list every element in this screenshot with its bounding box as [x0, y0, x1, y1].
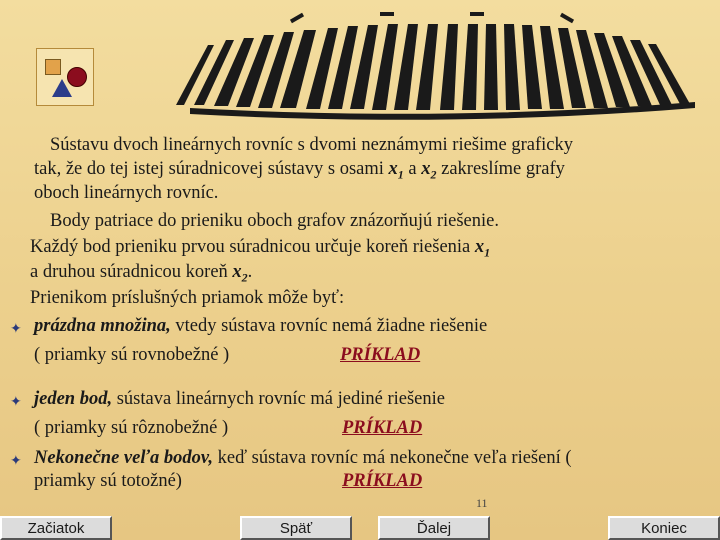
shapes-logo-icon — [36, 48, 94, 106]
example-link-1[interactable]: PRÍKLAD — [340, 345, 421, 365]
case3-line1: Nekonečne veľa bodov, keď sústava rovníc má nekonečne veľa riešení ( — [34, 448, 572, 468]
example-link-3[interactable]: PRÍKLAD — [342, 471, 423, 491]
wordart-title — [150, 10, 710, 120]
para1-line2: tak, že do tej istej súradnicovej sústavy s osami $x_1$ a $x_2$ zakreslíme grafy — [34, 159, 565, 182]
para2-line4: Prienikom príslušných priamok môže byť: — [30, 288, 345, 308]
star-bullet-icon: ✦ — [10, 322, 22, 337]
star-bullet-icon: ✦ — [10, 395, 22, 410]
case1-line2: ( priamky sú rovnobežné ) — [34, 345, 230, 365]
para1-line1: Sústavu dvoch lineárnych rovníc s dvomi neznámymi riešime graficky — [50, 135, 574, 155]
para2-line1: Body patriace do prieniku oboch grafov znázorňujú riešenie. — [50, 211, 499, 231]
case2-line1: jeden bod, sústava lineárnych rovníc má jediné riešenie — [34, 389, 445, 409]
root-x2-label: x — [232, 262, 242, 282]
case2-line2: ( priamky sú rôznobežné ) — [34, 418, 229, 438]
start-button[interactable]: Začiatok — [0, 516, 112, 540]
para1-line3: oboch lineárnych rovníc. — [34, 183, 219, 203]
example-link-2[interactable]: PRÍKLAD — [342, 418, 423, 438]
end-button[interactable]: Koniec — [608, 516, 720, 540]
case1-line1: prázdna množina, vtedy sústava rovníc nemá žiadne riešenie — [34, 316, 488, 336]
triangle-shape-icon — [52, 79, 72, 97]
page-number: 11 — [476, 496, 488, 510]
next-button[interactable]: Ďalej — [378, 516, 490, 540]
star-bullet-icon: ✦ — [10, 454, 22, 469]
axis-x2-label: x — [421, 159, 431, 179]
case3-line2: priamky sú totožné) — [34, 471, 182, 491]
root-x1-label: x — [474, 237, 485, 257]
para2-line2: Každý bod prieniku prvou súradnicou určuje koreň riešenia $x_1$ — [30, 237, 491, 260]
para2-line3: a druhou súradnicou koreň $x_2$. — [30, 262, 253, 285]
square-shape-icon — [45, 59, 61, 75]
back-button[interactable]: Späť — [240, 516, 352, 540]
axis-x1-label: x — [388, 159, 398, 179]
navigation-bar — [0, 512, 720, 540]
